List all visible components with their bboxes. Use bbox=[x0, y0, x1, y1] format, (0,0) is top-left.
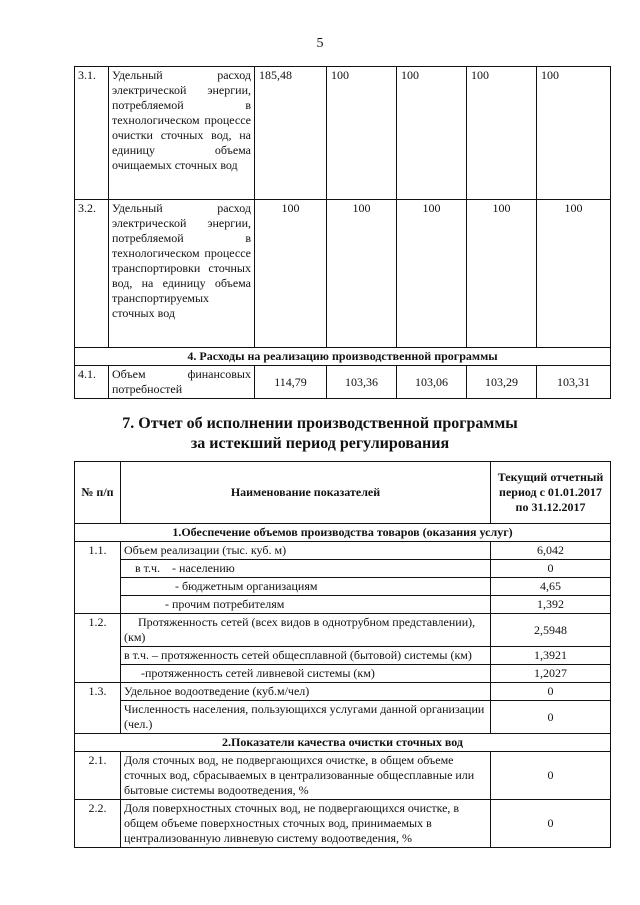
value-cell: 6,042 bbox=[491, 542, 611, 560]
value-cell: 100 bbox=[327, 200, 397, 348]
table-row bbox=[75, 200, 611, 348]
table-row bbox=[75, 542, 611, 560]
section-title: 4. Расходы на реализацию производственной программы bbox=[75, 348, 611, 366]
value-cell: 114,79 bbox=[255, 366, 327, 399]
heading-line-1: 7. Отчет об исполнении производственной программы bbox=[122, 415, 518, 432]
value-cell: 0 bbox=[491, 683, 611, 701]
indicator-name: Доля поверхностных сточных вод, не подвергающихся очистке, в общем объеме поверхностных сточных вод, принимаемых в централизованную ливневую систему водоотведения, % bbox=[121, 800, 491, 848]
indicator-name: - бюджетным организациям bbox=[121, 578, 491, 596]
indicator-name: Удельный расход электрической энергии, потребляемой в технологическом процессе очистки сточных вод, на единицу объема очищаемых сточных вод bbox=[109, 67, 255, 200]
indicator-name: Объем реализации (тыс. куб. м) bbox=[121, 542, 491, 560]
row-number: 3.1. bbox=[75, 67, 109, 200]
prefix-label: в т.ч. bbox=[135, 561, 161, 575]
section-row bbox=[75, 734, 611, 752]
column-header-number: № п/п bbox=[75, 462, 121, 524]
indicators-table-continued bbox=[74, 66, 611, 399]
table-row bbox=[75, 578, 611, 596]
value-cell: 0 bbox=[491, 701, 611, 734]
value-cell: 100 bbox=[467, 200, 537, 348]
indicator-name: - прочим потребителям bbox=[121, 596, 491, 614]
table-row bbox=[75, 800, 611, 848]
report-table bbox=[74, 461, 611, 848]
value-cell: 100 bbox=[467, 67, 537, 200]
section-title: 1.Обеспечение объемов производства товаров (оказания услуг) bbox=[75, 524, 611, 542]
value-cell: 100 bbox=[327, 67, 397, 200]
header-row bbox=[75, 462, 611, 524]
value-cell: 103,31 bbox=[537, 366, 611, 399]
row-number: 2.2. bbox=[75, 800, 121, 848]
value-cell: 100 bbox=[397, 200, 467, 348]
row-number: 4.1. bbox=[75, 366, 109, 399]
heading-line-2: за истекший период регулирования bbox=[190, 435, 450, 452]
value-cell: 100 bbox=[397, 67, 467, 200]
table-row bbox=[75, 560, 611, 578]
indicator-name: Объем финансовых потребностей bbox=[109, 366, 255, 399]
value-cell: 0 bbox=[491, 752, 611, 800]
value-cell: 103,29 bbox=[467, 366, 537, 399]
value-cell: 100 bbox=[255, 200, 327, 348]
table-row bbox=[75, 701, 611, 734]
indicator-name: Удельный расход электрической энергии, потребляемой в технологическом процессе транспортировки сточных вод, на единицу объема транспортируемых сточных вод bbox=[109, 200, 255, 348]
value-cell: 185,48 bbox=[255, 67, 327, 200]
indicator-name: в т.ч. – протяженность сетей общесплавной (бытовой) системы (км) bbox=[121, 647, 491, 665]
table-row bbox=[75, 752, 611, 800]
value-cell: 0 bbox=[491, 800, 611, 848]
section-title: 2.Показатели качества очистки сточных вод bbox=[75, 734, 611, 752]
row-number: 2.1. bbox=[75, 752, 121, 800]
table-row bbox=[75, 683, 611, 701]
column-header-name: Наименование показателей bbox=[121, 462, 491, 524]
indicator-name: Протяженность сетей (всех видов в однотрубном представлении), (км) bbox=[121, 614, 491, 647]
value-cell: 1,392 bbox=[491, 596, 611, 614]
value-cell: 1,3921 bbox=[491, 647, 611, 665]
value-cell: 4,65 bbox=[491, 578, 611, 596]
section-row bbox=[75, 524, 611, 542]
column-header-period: Текущий отчетный период с 01.01.2017 по 31.12.2017 bbox=[491, 462, 611, 524]
indicator-name: -протяженность сетей ливневой системы (км) bbox=[121, 665, 491, 683]
table-row bbox=[75, 614, 611, 647]
value-cell: 100 bbox=[537, 67, 611, 200]
row-number: 3.2. bbox=[75, 200, 109, 348]
indicator-name: Численность населения, пользующихся услугами данной организации (чел.) bbox=[121, 701, 491, 734]
value-cell: 103,36 bbox=[327, 366, 397, 399]
row-number: 1.3. bbox=[75, 683, 121, 734]
value-cell: 2,5948 bbox=[491, 614, 611, 647]
value-cell: 100 bbox=[537, 200, 611, 348]
table-row bbox=[75, 366, 611, 399]
row-number: 1.2. bbox=[75, 614, 121, 683]
value-cell: 0 bbox=[491, 560, 611, 578]
page-number: 5 bbox=[316, 36, 324, 51]
indicator-name bbox=[121, 560, 491, 578]
table-row bbox=[75, 665, 611, 683]
sub-indicator-name: - населению bbox=[172, 561, 235, 575]
row-number: 1.1. bbox=[75, 542, 121, 614]
section-row bbox=[75, 348, 611, 366]
section-heading bbox=[0, 414, 640, 454]
table-row bbox=[75, 596, 611, 614]
table-row bbox=[75, 647, 611, 665]
indicator-name: Удельное водоотведение (куб.м/чел) bbox=[121, 683, 491, 701]
indicator-name: Доля сточных вод, не подвергающихся очистке, в общем объеме сточных вод, сбрасываемых в централизованные общесплавные или бытовые системы водоотведения, % bbox=[121, 752, 491, 800]
value-cell: 103,06 bbox=[397, 366, 467, 399]
value-cell: 1,2027 bbox=[491, 665, 611, 683]
table-row bbox=[75, 67, 611, 200]
